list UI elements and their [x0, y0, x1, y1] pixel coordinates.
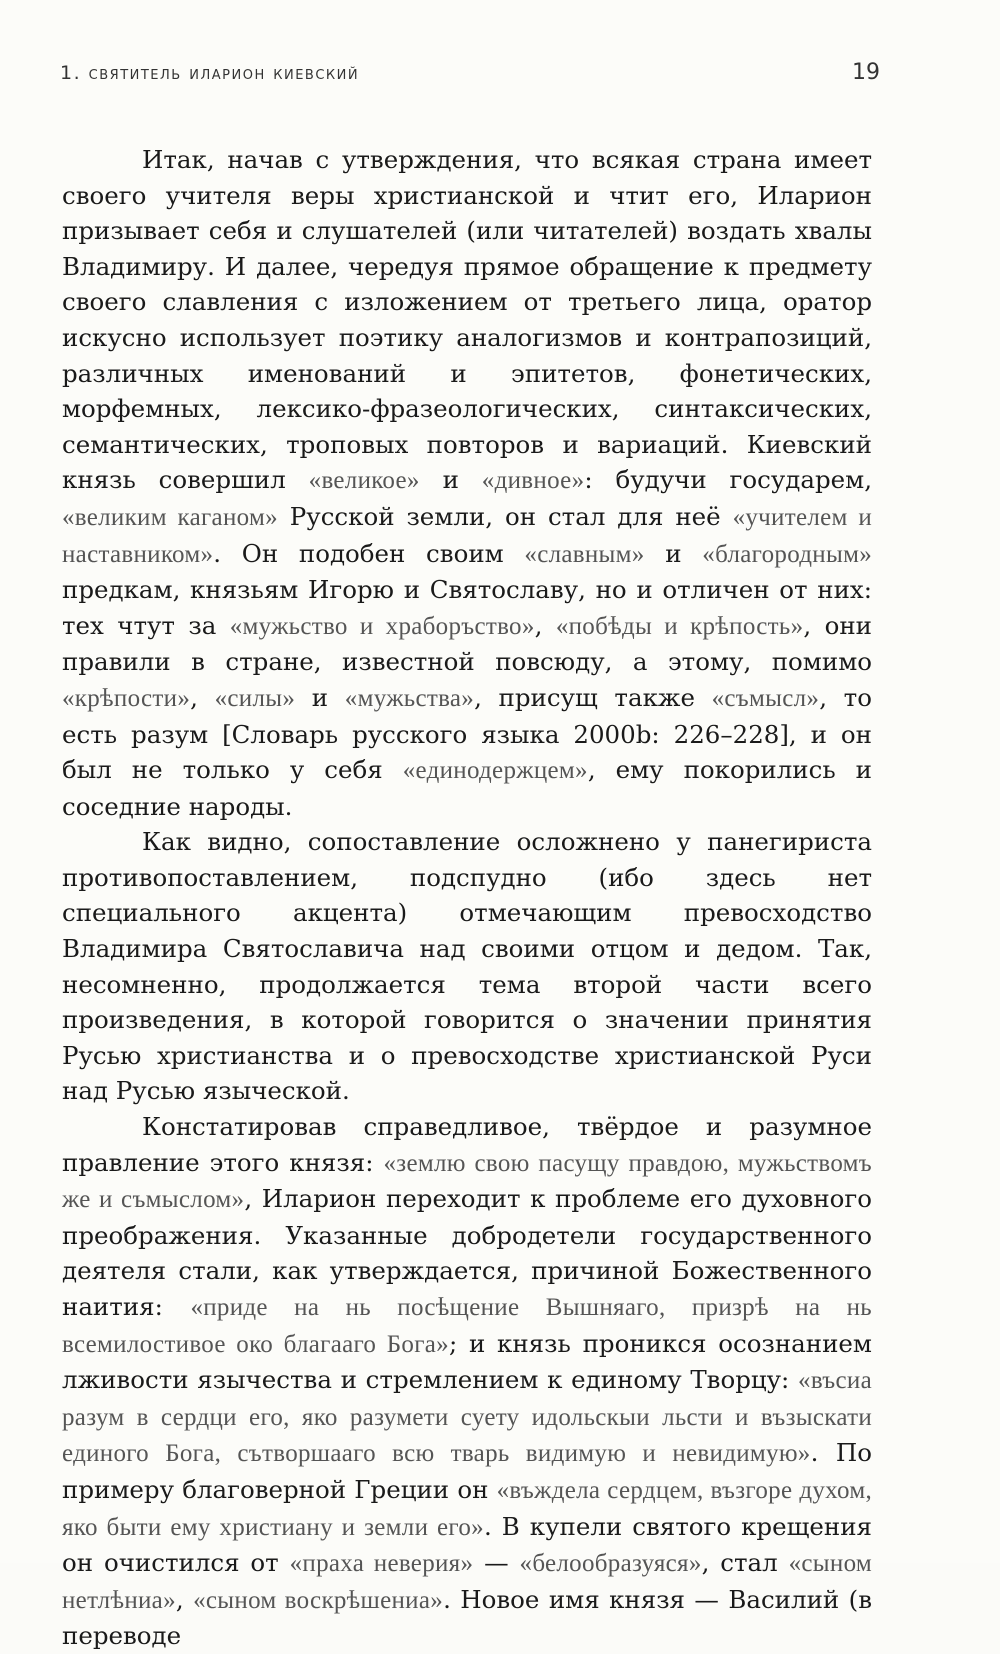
quotation: «въсиа разум в сердци его, яко разумети суету идольскыи льсти и възыскати единого Бога, сътворшааго всю тварь видимую и невидимую» — [62, 1367, 872, 1468]
paragraph — [62, 142, 872, 824]
text-run: . По примеру благоверной Греции он — [62, 1438, 872, 1504]
quotation: «единодержцем» — [402, 757, 588, 785]
text-run: . В купели святого крещения он очистился от — [62, 1511, 873, 1578]
text-run: , то есть разум [Словарь русского языка 2000b: 226–228], и он был не только у себя — [62, 682, 872, 785]
quotation: «крѣпости» — [62, 684, 191, 712]
page-number: 19 — [852, 60, 880, 85]
paragraph — [62, 1109, 872, 1654]
text-run: Констатировав справедливое, твёрдое и разумное правление этого князя: — [62, 1112, 872, 1177]
text-run: : будучи государем, — [584, 465, 873, 495]
quotation: «силы» — [214, 684, 296, 712]
text-run: и — [644, 538, 703, 568]
text-run: и — [419, 465, 482, 495]
quotation: «въждела сердцем, възгоре духом, яко быти ему христиану и земли его» — [62, 1476, 872, 1541]
quotation: «великим каганом» — [62, 503, 278, 531]
paragraph — [62, 824, 872, 1109]
quotation: «землю свою пасущу правдою, мужьствомъ же и съмыслом» — [62, 1149, 873, 1214]
quotation: «мужьства» — [344, 684, 475, 712]
text-run: Как видно, сопоставление осложнено у панегириста противопоставлением, подспудно (ибо здесь нет специального акцента) отмечающим превосходство Владимира Святославича над своими отцом и дедом. Так, несомненно, продолжается тема второй части всего произведения, в которой говорится о значении принятия Русью христианства и о превосходстве христианской Руси над Русью языческой. — [62, 827, 872, 1106]
text-run: Итак, начав с утверждения, что всякая страна имеет своего учителя веры христианской и чтит его, Иларион призывает себя и слушателей (или читателей) воздать хвалы Владимиру. И далее, чередуя прямое обращение к предмету своего славления с изложением от третьего лица, оратор искусно использует поэтику аналогизмов и контрапозиций, различных именований и эпитетов, фонетических, морфемных, лексико-фразеологических, синтаксических, семантических, троповых повторов и вариаций. Киевский князь совершил — [62, 145, 872, 495]
text-run: , ему покорились и соседние народы. — [62, 755, 872, 821]
text-run: — — [473, 1548, 520, 1578]
text-run: , они правили в стране, известной повсюду, а этому, помимо — [62, 610, 872, 677]
body-text — [62, 142, 872, 1654]
text-run: , присущ также — [474, 682, 712, 712]
quotation: «приде на нь посѣщение Вышняаго, призрѣ на нь всемилостивое око благааго Бога» — [62, 1294, 872, 1358]
quotation: «побѣды и крѣпость» — [555, 612, 804, 640]
quotation: «великое» — [308, 467, 420, 495]
quotation: «сыном нетлѣниа» — [62, 1550, 873, 1614]
quotation: «учителем и наставником» — [62, 503, 872, 568]
quotation: «славным» — [524, 540, 645, 568]
text-run: , — [534, 610, 556, 640]
text-run: . Он подобен своим — [213, 538, 525, 568]
quotation: «дивное» — [481, 467, 585, 495]
quotation: «мужьство и храборъство» — [229, 612, 535, 640]
text-run: Русской земли, он стал для неё — [277, 501, 733, 531]
text-run: , — [175, 1584, 194, 1614]
text-run: , Иларион переходит к проблеме его духовного преображения. Указанные добродетели государственного деятеля стали, как утверждается, причиной Божественного наития: — [62, 1184, 872, 1321]
quotation: «белообразуяся» — [519, 1550, 702, 1578]
quotation: «благородным» — [702, 540, 872, 568]
text-run: ; и князь проникся осознанием лживости язычества и стремлением к единому Творцу: — [62, 1328, 872, 1395]
running-title: 1. святитель иларион киевский — [60, 62, 360, 84]
text-run: , — [190, 682, 215, 712]
quotation: «съмысл» — [711, 684, 820, 712]
text-run: , стал — [701, 1548, 789, 1578]
quotation: «сыном воскрѣшениа» — [193, 1586, 444, 1614]
text-run: и — [295, 682, 345, 712]
text-run: предкам, князьям Игорю и Святославу, но и отличен от них: тех чтут за — [62, 575, 872, 640]
quotation: «праха неверия» — [289, 1550, 474, 1578]
text-run: . Новое имя князя — Василий (в переводе — [62, 1584, 872, 1651]
